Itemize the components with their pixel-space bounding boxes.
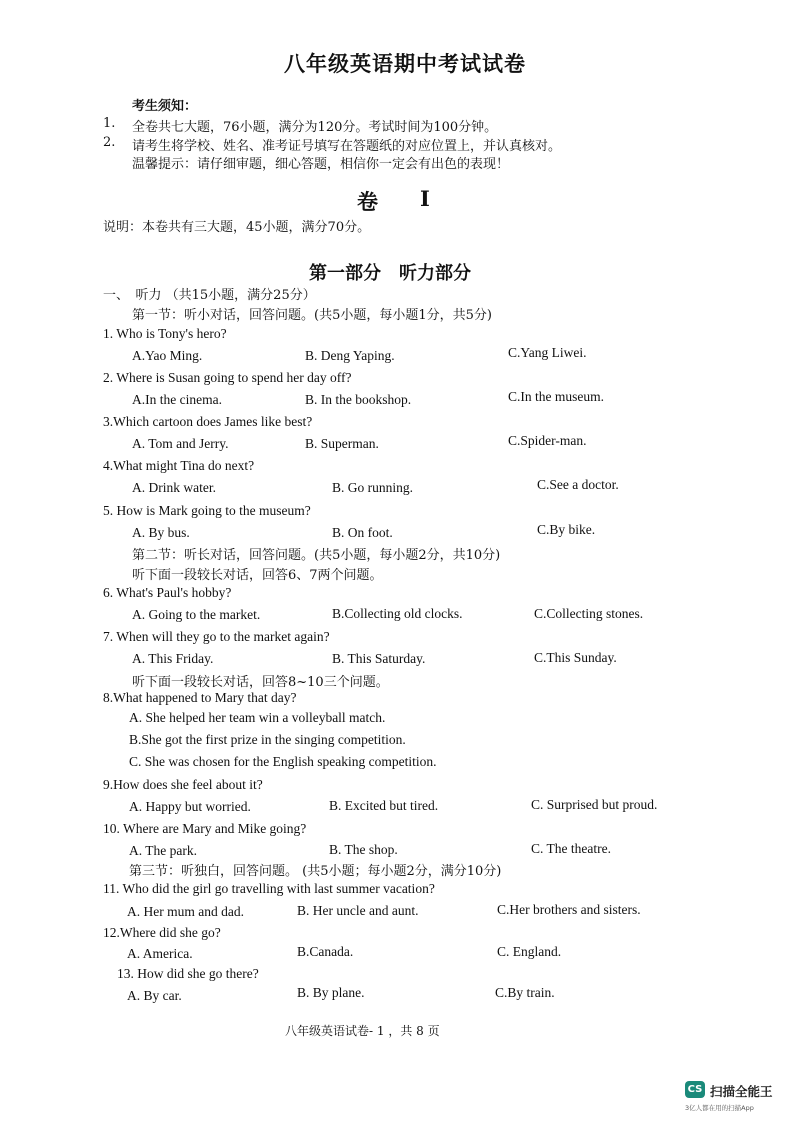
option-b: B. Go running. <box>332 480 413 495</box>
option-a: A. She helped her team win a volleyball match. <box>129 710 386 725</box>
notice-item-text: 全卷共七大题，76小题，满分为120分。考试时间为100分钟。 <box>132 120 498 135</box>
option-a: A. The park. <box>129 843 197 858</box>
listening-note: 听下面一段较长对话，回答6、7两个问题。 <box>132 568 383 583</box>
option-c: C.Collecting stones. <box>534 606 644 621</box>
option-b: B. The shop. <box>329 842 398 857</box>
page-footer: 八年级英语试卷- 1 ，共 8 页 <box>285 1024 440 1038</box>
question-text: 1. Who is Tony's hero? <box>103 326 227 341</box>
option-c: C.By bike. <box>537 522 596 537</box>
scanner-logo-icon: CS <box>685 1081 705 1098</box>
option-c: C.See a doctor. <box>537 477 619 492</box>
option-c: C. She was chosen for the English speaking competition. <box>129 754 437 769</box>
volume-label: 卷 <box>357 189 378 214</box>
question-text: 10. Where are Mary and Mike going? <box>103 821 307 836</box>
option-a: A. Happy but worried. <box>129 799 251 814</box>
notice-item-text: 请考生将学校、姓名、准考证号填写在答题纸的对应位置上，并认真核对。 <box>132 139 562 154</box>
option-a: A. Her mum and dad. <box>127 904 244 919</box>
option-b: B.Collecting old clocks. <box>332 606 463 621</box>
option-a: A. Tom and Jerry. <box>132 436 229 451</box>
notice-heading: 考生须知： <box>132 99 198 114</box>
part-title: 第一部分 听力部分 <box>309 263 471 284</box>
question-text: 9.How does she feel about it? <box>103 777 263 792</box>
option-c: C.In the museum. <box>508 389 604 404</box>
scanner-tagline: 3亿人都在用的扫描App <box>685 1104 754 1112</box>
listening-note: 听下面一段较长对话，回答8~10三个问题。 <box>132 675 389 690</box>
option-b: B. Superman. <box>305 436 379 451</box>
question-text: 7. When will they go to the market again? <box>103 629 330 644</box>
question-text: 5. How is Mark going to the museum? <box>103 503 311 518</box>
page-title: 八年级英语期中考试试卷 <box>284 51 526 76</box>
option-c: C.This Sunday. <box>534 650 617 665</box>
subsection-heading: 第三节：听独白，回答问题。 (共5小题；每小题2分，满分10分) <box>129 864 502 879</box>
option-c: C. England. <box>497 944 562 959</box>
notice-tip: 温馨提示：请仔细审题，细心答题，相信你一定会有出色的表现！ <box>132 157 510 172</box>
volume-note: 说明：本卷共有三大题，45小题，满分70分。 <box>103 220 371 235</box>
option-c: C.Spider-man. <box>508 433 587 448</box>
scanner-app-name: 扫描全能王 <box>710 1084 773 1099</box>
option-a: A. By bus. <box>132 525 190 540</box>
option-c: C. The theatre. <box>531 841 611 856</box>
option-b: B. Deng Yaping. <box>305 348 395 363</box>
question-text: 11. Who did the girl go travelling with last summer vacation? <box>103 881 435 896</box>
option-b: B. This Saturday. <box>332 651 426 666</box>
notice-item-number: 1. <box>103 116 116 131</box>
option-b: B.Canada. <box>297 944 354 959</box>
option-a: A. America. <box>127 946 193 961</box>
section-heading: 一、 听力 （共15小题，满分25分） <box>103 288 316 303</box>
option-b: B. By plane. <box>297 985 365 1000</box>
option-a: A. By car. <box>127 988 182 1003</box>
option-b: B. Her uncle and aunt. <box>297 903 419 918</box>
notice-item-number: 2. <box>103 135 116 150</box>
option-c: C.Her brothers and sisters. <box>497 902 641 917</box>
question-text: 12.Where did she go? <box>103 925 221 940</box>
option-a: A. Going to the market. <box>132 607 261 622</box>
question-text: 6. What's Paul's hobby? <box>103 585 232 600</box>
question-text: 8.What happened to Mary that day? <box>103 690 297 705</box>
option-c: C. Surprised but proud. <box>531 797 658 812</box>
option-c: C.By train. <box>495 985 555 1000</box>
subsection-heading: 第二节：听长对话，回答问题。(共5小题，每小题2分，共10分) <box>132 548 501 563</box>
option-a: A.Yao Ming. <box>132 348 203 363</box>
question-text: 4.What might Tina do next? <box>103 458 255 473</box>
option-b: B.She got the first prize in the singing competition. <box>129 732 406 747</box>
option-b: B. In the bookshop. <box>305 392 412 407</box>
subsection-heading: 第一节：听小对话，回答问题。(共5小题，每小题1分，共5分) <box>132 308 492 323</box>
question-text: 3.Which cartoon does James like best? <box>103 414 313 429</box>
option-b: B. Excited but tired. <box>329 798 439 813</box>
option-a: A. Drink water. <box>132 480 216 495</box>
option-a: A. This Friday. <box>132 651 214 666</box>
option-b: B. On foot. <box>332 525 393 540</box>
option-c: C.Yang Liwei. <box>508 345 587 360</box>
volume-numeral: I <box>420 186 430 211</box>
question-text: 2. Where is Susan going to spend her day off? <box>103 370 352 385</box>
question-text: 13. How did she go there? <box>117 966 259 981</box>
option-a: A.In the cinema. <box>132 392 222 407</box>
